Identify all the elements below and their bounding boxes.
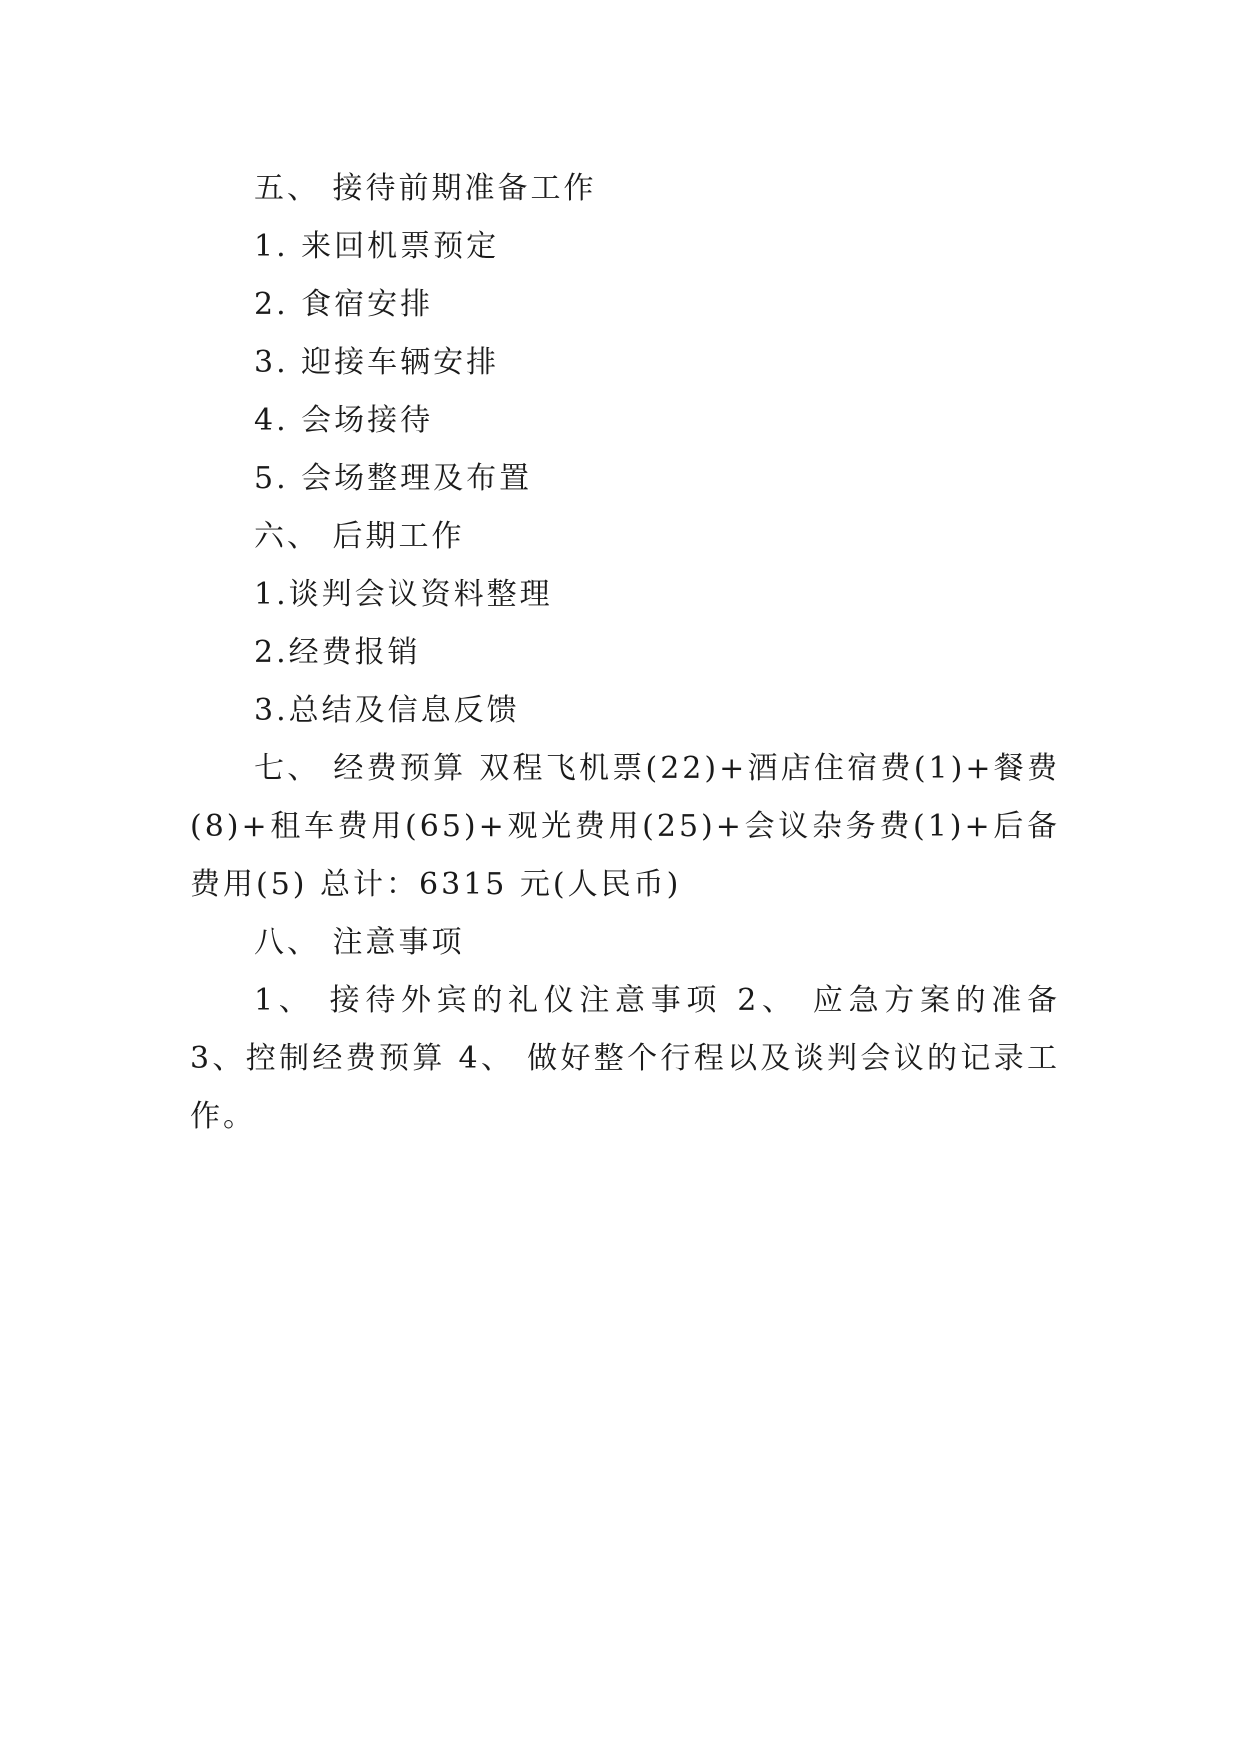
list-item: 5. 会场整理及布置: [254, 461, 533, 496]
document-body: [190, 160, 1060, 1146]
list-item: 3. 迎接车辆安排: [254, 345, 500, 380]
section-heading: 五、 接待前期准备工作: [254, 171, 597, 206]
section-heading: 六、 后期工作: [254, 519, 465, 554]
list-item: 3.总结及信息反馈: [254, 693, 520, 728]
budget-paragraph: 七、 经费预算 双程飞机票(22)+酒店住宿费(1)+餐费(8)+租车费用(65)+观光费用(25)+会议杂务费(1)+后备费用(5) 总计：6315 元(人民币): [190, 751, 1060, 902]
list-item: 2.经费报销: [254, 635, 421, 670]
list-item: 1.谈判会议资料整理: [254, 577, 553, 612]
list-item: 4. 会场接待: [254, 403, 434, 438]
list-item: 1. 来回机票预定: [254, 229, 500, 264]
section-heading: 八、 注意事项: [254, 925, 465, 960]
notes-paragraph: 1、 接待外宾的礼仪注意事项 2、 应急方案的准备 3、控制经费预算 4、 做好整个行程以及谈判会议的记录工作。: [190, 983, 1060, 1134]
list-item: 2. 食宿安排: [254, 287, 434, 322]
